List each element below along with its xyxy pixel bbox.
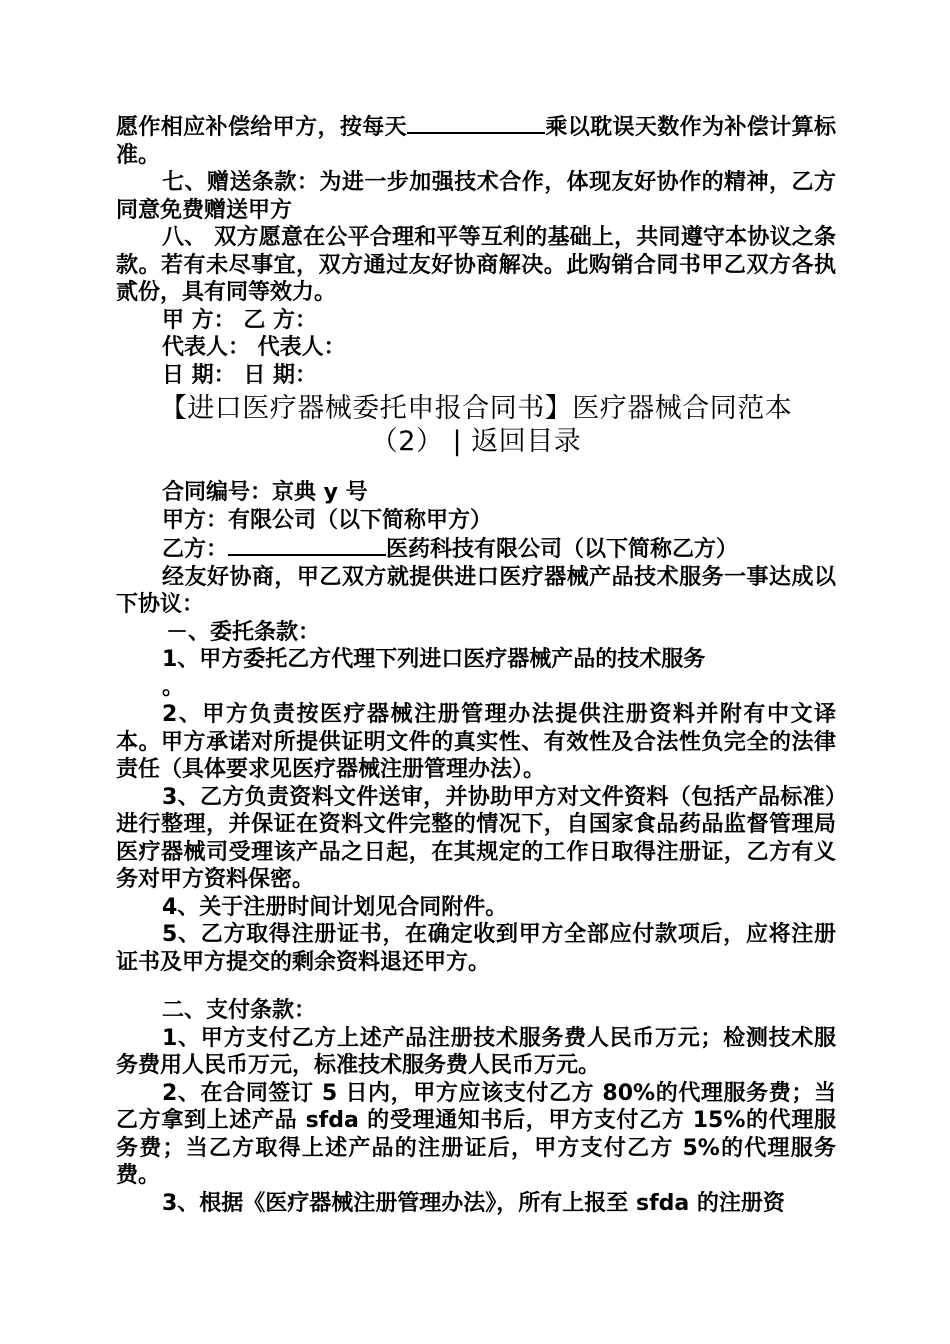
clause-2-1: 1、甲方支付乙方上述产品注册技术服务费人民币万元；检测技术服务费用人民币万元，标准技术服务费人民币万元。 (116, 1025, 836, 1078)
compensation-text-b: 乘以耽误天数作为补偿计算标准。 (116, 115, 836, 168)
clause-1-1: 1、甲方委托乙方代理下列进口医疗器械产品的技术服务 (162, 647, 706, 672)
signature-representative-line: 代表人： 代表人： (162, 335, 346, 360)
section-2-title: 二、支付条款： (162, 998, 317, 1023)
blank-field-party-b[interactable] (228, 534, 386, 556)
spacer (116, 458, 836, 479)
party-b-rest: 医药科技有限公司（以下简称乙方） (386, 537, 739, 562)
clause-1-2: 2、甲方负责按医疗器械注册管理办法提供注册资料并附有中文译本。甲方承诺对所提供证明文件的真实性、有效性及合法性负完全的法律责任（具体要求见医疗器械注册管理办法）。 (116, 702, 836, 782)
paragraph-mutual-clause: 八、 双方愿意在公平合理和平等互利的基础上，共同遵守本协议之条款。若有未尽事宜，双方通过友好协商解决。此购销合同书甲乙双方各执贰份，具有同等效力。 (116, 225, 836, 305)
spacer (116, 976, 836, 997)
party-b-label: 乙方： (162, 537, 229, 562)
clause-1-3: 3、乙方负责资料文件送审，并协助甲方对文件资料（包括产品标准）进行整理，并保证在资料文件完整的情况下，自国家食品药品监督管理局医疗器械司受理该产品之日起，在其规定的工作日取得注册证，乙方有义务对甲方资料保密。 (116, 784, 836, 892)
signature-party-line: 甲 方： 乙 方： (162, 307, 317, 333)
heading-number: （2） (370, 426, 444, 457)
clause-2-2: 2、在合同签订 5 日内，甲方应该支付乙方 80%的代理服务费；当乙方拿到上述产品 sfda 的受理通知书后，甲方支付乙方 15%的代理服务费；当乙方取得上述产品的注册证后，甲方支付乙方 5%的代理服务费。 (116, 1080, 836, 1188)
compensation-text-a: 愿作相应补偿给甲方，按每天 (116, 115, 407, 140)
section-1-title: －、委托条款： (166, 619, 321, 645)
party-b-line (116, 534, 836, 564)
party-a-line: 甲方：有限公司（以下简称甲方） (162, 507, 493, 533)
clause-1-1-end: 。 (162, 674, 185, 700)
signature-date-line: 日 期： 日 期： (162, 362, 317, 388)
paragraph-gift-clause: 七、赠送条款：为进一步加强技术合作，体现友好协作的精神，乙方同意免费赠送甲方 (116, 170, 836, 223)
clause-1-5: 5、乙方取得注册证书，在确定收到甲方全部应付款项后，应将注册证书及甲方提交的剩余资料退还甲方。 (116, 922, 836, 975)
section-heading (116, 392, 836, 458)
contract-number: 合同编号：京典 y 号 (162, 480, 368, 505)
heading-subline (116, 425, 836, 458)
clause-1-4: 4、关于注册时间计划见合同附件。 (162, 894, 508, 920)
paragraph-compensation (116, 112, 836, 169)
back-to-contents-link[interactable]: 返回目录 (471, 426, 582, 457)
heading-title: 【进口医疗器械委托申报合同书】医疗器械合同范本 (159, 393, 793, 424)
blank-field-amount[interactable] (407, 112, 545, 134)
heading-separator: | (443, 426, 472, 457)
document-body (116, 112, 836, 1217)
clause-2-3: 3、根据《医疗器械注册管理办法》，所有上报至 sfda 的注册资 (162, 1190, 785, 1216)
paragraph-intro: 经友好协商，甲乙双方就提供进口医疗器械产品技术服务一事达成以下协议： (116, 564, 836, 617)
